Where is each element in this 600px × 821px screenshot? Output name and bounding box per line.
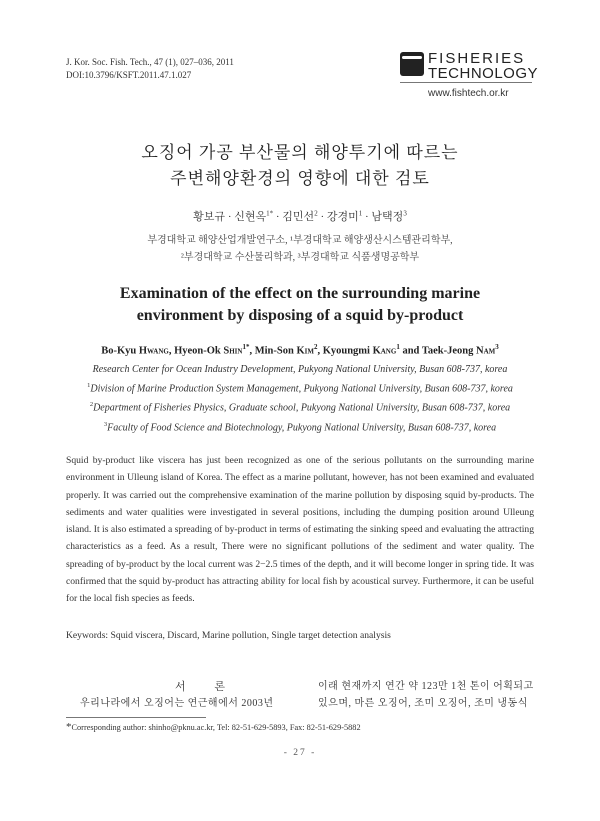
english-author-given-name: Taek-Jeong (421, 345, 476, 357)
english-title (40, 283, 560, 327)
body-column2-text (318, 678, 536, 712)
english-author-family-name: Nam (475, 345, 496, 357)
affiliation-text: Research Center for Ocean Industry Development, Pukyong National University, Busan 608-737, korea (92, 364, 508, 375)
body-column2-line2: 있으며, 마른 오징어, 조미 오징어, 조미 냉동식 (318, 698, 528, 709)
author-separator: · (225, 211, 235, 223)
section-heading-introduction: 서 론 (175, 681, 239, 693)
body-column1-text: 우리나라에서 오징어는 연근해에서 2003년 (80, 698, 274, 709)
english-author-family-name: Shin (223, 345, 243, 357)
journal-logo (400, 50, 539, 100)
affiliation-text: Department of Fisheries Physics, Graduate school, Pukyong National University, Busan 608-737, korea (93, 402, 511, 414)
author-separator: , (249, 345, 255, 357)
english-author-given-name: Bo-Kyu (101, 345, 139, 357)
author-superscript: 1* (266, 209, 274, 218)
page-number: - 27 - (283, 748, 317, 758)
author-superscript: 3 (495, 343, 499, 351)
english-affiliation-line (40, 397, 560, 416)
korean-title-line2: 주변해양환경의 영향에 대한 검토 (170, 169, 430, 188)
korean-author-name: 황보규 (193, 211, 226, 223)
author-superscript: 1 (396, 343, 400, 351)
logo-text-line2: TECHNOLOGY (428, 65, 539, 82)
journal-citation: J. Kor. Soc. Fish. Tech., 47 (1), 027–036, 2011 (66, 57, 234, 67)
logo-text-line1: FISHERIES (428, 50, 526, 67)
affiliation-text: Division of Marine Production System Management, Pukyong National University, Busan 608-737, korea (90, 383, 513, 395)
affiliation-superscript: 2 (89, 401, 94, 409)
author-separator: , (168, 345, 175, 357)
author-separator: , (317, 345, 323, 357)
korean-title (40, 140, 560, 192)
english-author-family-name: Kim (296, 345, 314, 357)
footnote-marker: * (66, 721, 72, 733)
english-authors (40, 343, 560, 357)
korean-affiliation-line2: ²부경대학교 수산물리학과, ³부경대학교 식품생명공학부 (180, 252, 420, 263)
author-superscript: 1* (242, 343, 250, 351)
english-affiliation-line (40, 417, 560, 436)
english-author-given-name: Hyeon-Ok (174, 345, 224, 357)
logo-divider (400, 82, 532, 83)
english-author-given-name: Kyoungmi (322, 345, 373, 357)
korean-author-name: 신현옥 (234, 211, 267, 223)
corresponding-author-footnote (66, 721, 361, 733)
affiliation-text: Faculty of Food Science and Biotechnology, Pukyong National University, Busan 608-737, korea (107, 421, 497, 433)
author-separator: · (317, 211, 327, 223)
korean-affiliations (40, 232, 560, 266)
english-title-line1: Examination of the effect on the surrounding marine (119, 285, 481, 302)
korean-author-name: 김민선 (282, 211, 315, 223)
author-separator: · (362, 211, 372, 223)
footnote-text: Corresponding author: shinho@pknu.ac.kr, Tel: 82-51-629-5893, Fax: 82-51-629-5882 (71, 723, 361, 732)
author-superscript: 2 (313, 343, 318, 351)
author-superscript: 2 (314, 209, 318, 218)
body-column2-line1: 이래 현재까지 연간 약 123만 1천 톤이 어획되고 (318, 681, 534, 692)
affiliation-superscript: 1 (87, 382, 91, 389)
fish-emblem-icon (400, 52, 424, 76)
english-title-line2: environment by disposing of a squid by-product (136, 307, 464, 324)
author-separator: and (399, 345, 422, 357)
korean-affiliation-line1: 부경대학교 해양산업개발연구소, ¹부경대학교 해양생산시스템관리학부, (147, 235, 453, 246)
korean-authors (40, 208, 560, 224)
journal-url-link[interactable]: www.fishtech.or.kr (428, 88, 509, 99)
english-affiliations (40, 362, 560, 436)
korean-author-name: 남택정 (371, 211, 404, 223)
english-author-given-name: Min-Son (254, 345, 297, 357)
korean-author-name: 강경미 (326, 211, 359, 223)
keywords: Keywords: Squid viscera, Discard, Marine pollution, Single target detection analysis (66, 630, 391, 641)
affiliation-superscript: 3 (103, 420, 108, 428)
english-author-family-name: Kang (372, 345, 397, 357)
korean-title-line1: 오징어 가공 부산물의 해양투기에 따르는 (141, 143, 459, 162)
author-separator: · (273, 211, 283, 223)
journal-citation-block (66, 56, 234, 82)
doi-link[interactable]: DOI:10.3796/KSFT.2011.47.1.027 (66, 70, 192, 80)
footnote-divider (66, 717, 206, 718)
author-superscript: 3 (403, 209, 407, 218)
abstract: Squid by-product like viscera has just been recognized as one of the serious pollutants on the surrounding marine environment in Ulleung island of Korea. The effect as a marine pollutant, however, has not been examined and evaluated properly. It was carried out the comprehensive examination of the marine pollution by disposing squid by-products. The sediments and water qualities were investigated in several positions, including the dumping position around Ulleung island. It is also estimated a spreading of by-product in terms of estimating the sinking speed and evaluating the attracting characteristics as a feed. As a result, There were no significant pollutions of the sediment and water quality. The spreading of by-product by the local current was 2−2.5 times of the depth, and it will become longer in spring tide. It was confirmed that the squid by-product has attracting ability for local fish by acoustical survey. Furthermore, it can be useful for the local fish species as feeds. (66, 455, 534, 605)
english-author-family-name: Hwang (138, 345, 169, 357)
english-affiliation-line (40, 378, 560, 397)
author-superscript: 1 (358, 209, 363, 218)
english-affiliation-line (40, 362, 560, 378)
